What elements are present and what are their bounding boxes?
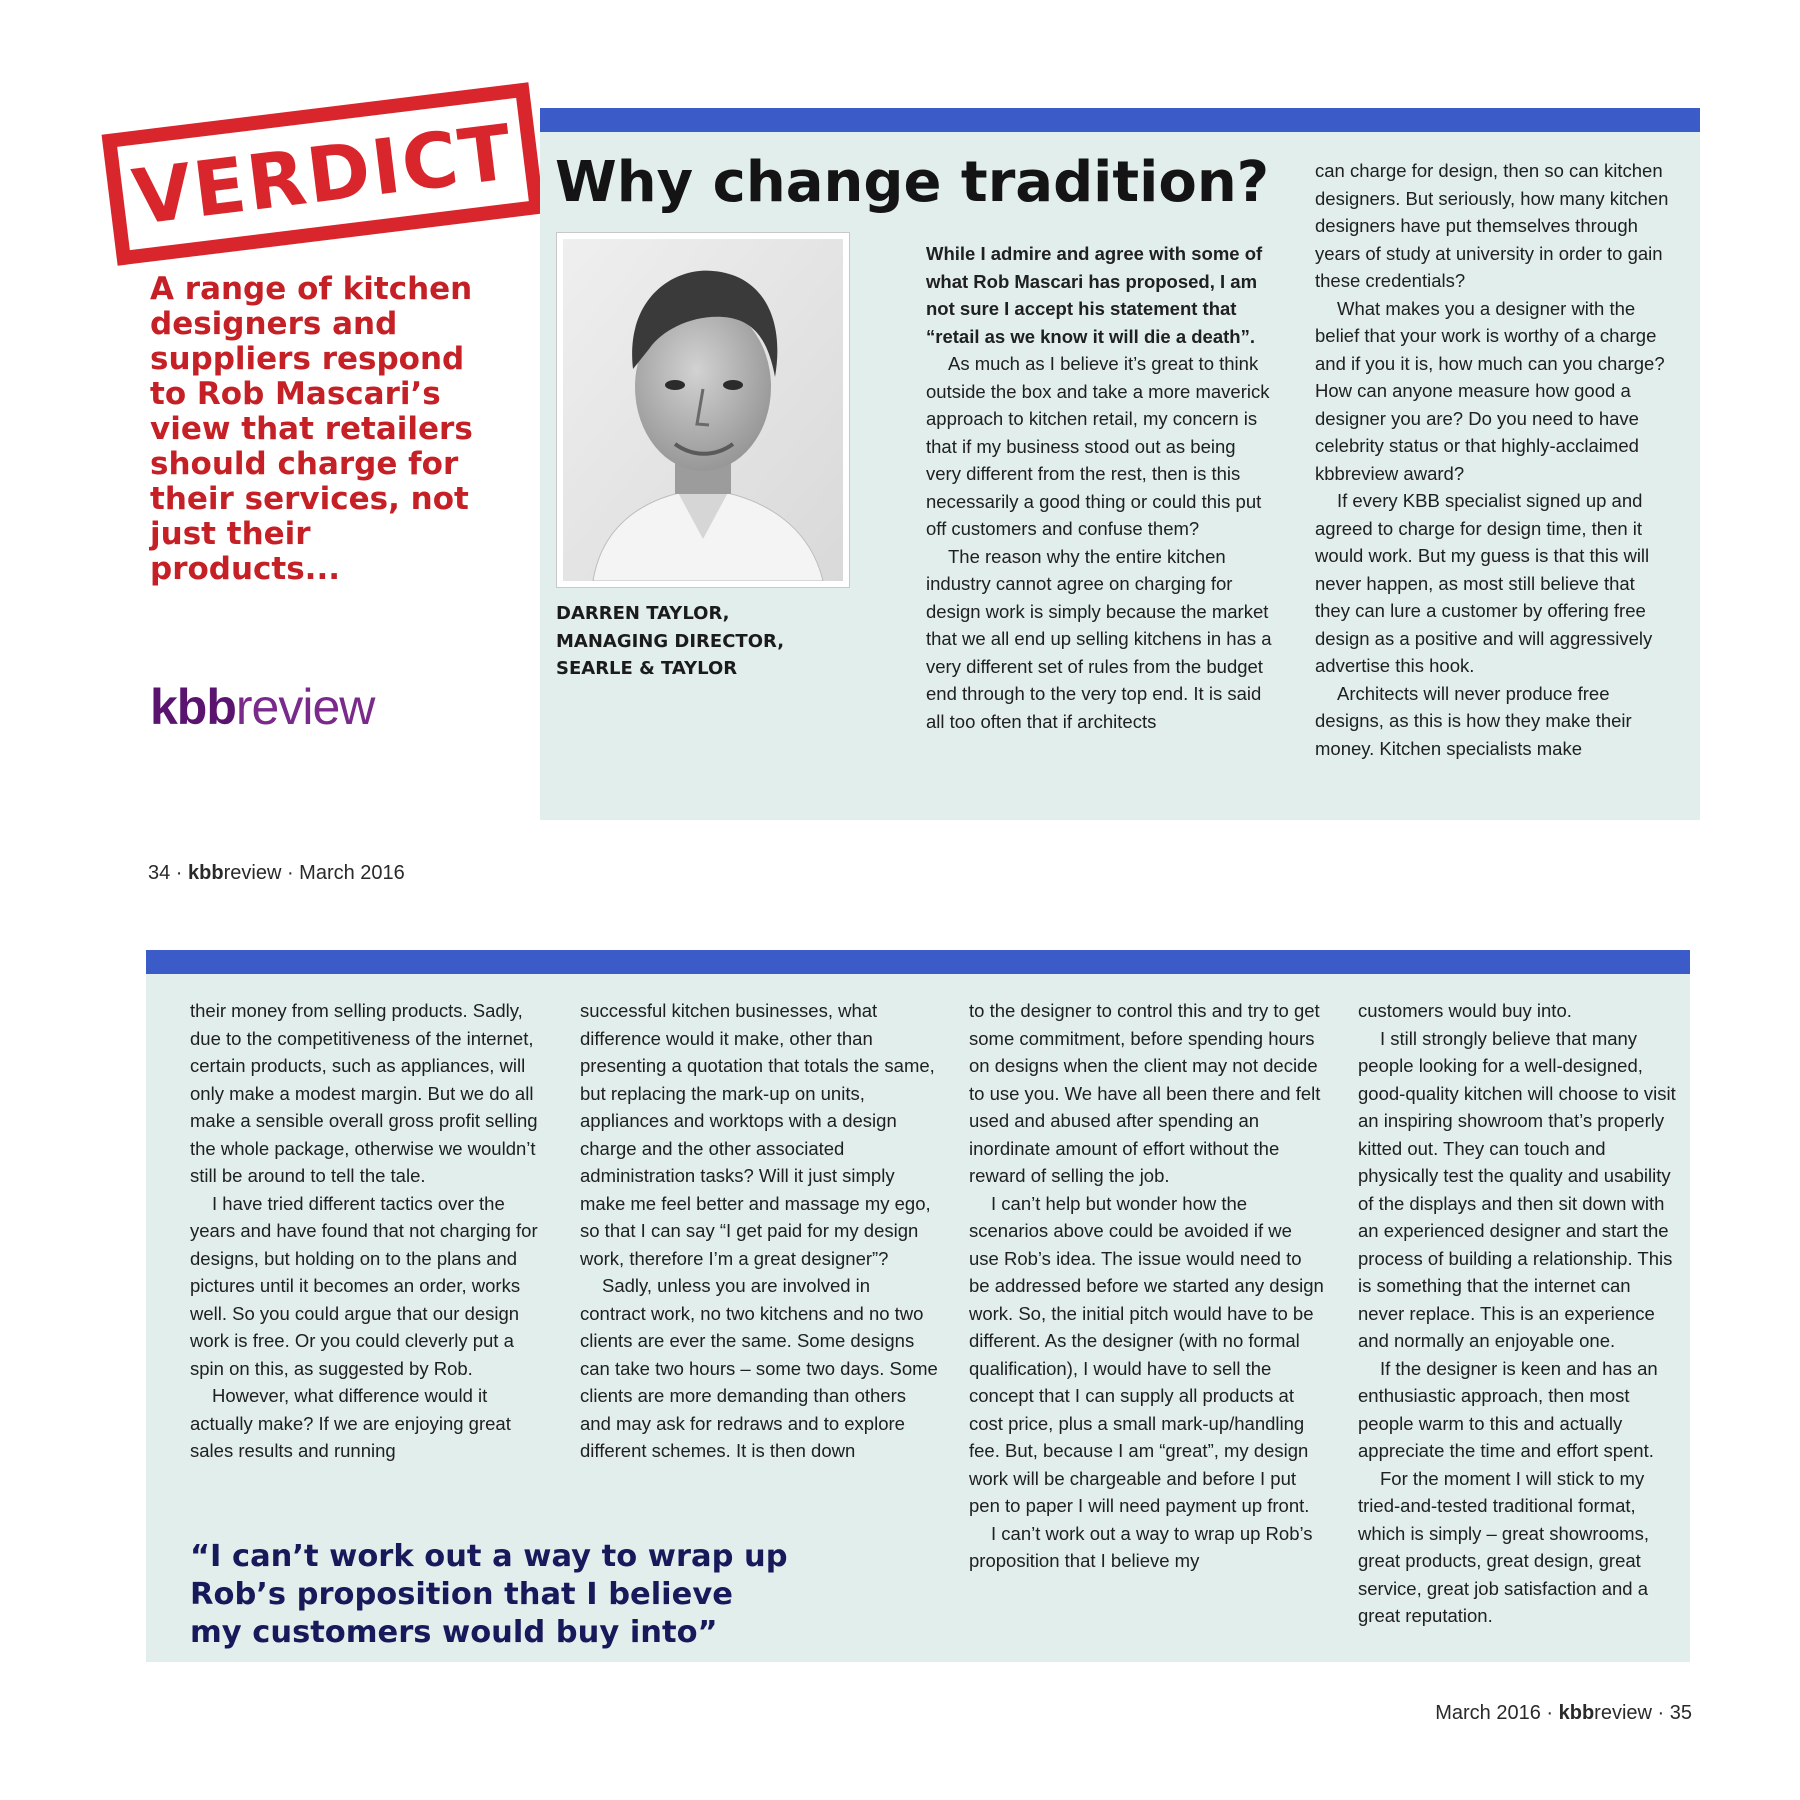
- folio-right: [1435, 1702, 1692, 1725]
- byline-name: DARREN TAYLOR,: [556, 603, 730, 624]
- folio-date: March 2016 ·: [1435, 1702, 1559, 1724]
- intro-standfirst: A range of kitchen designers and suppliers respond to Rob Mascari’s view that retailers should charge for their services, not just their products...: [150, 271, 473, 587]
- paragraph: customers would buy into.: [1358, 1000, 1572, 1021]
- verdict-stamp: [102, 82, 545, 265]
- paragraph: successful kitchen businesses, what difference would it make, other than presenting a quotation that totals the same, but replacing the mark-up on units, appliances and worktops with a design charge and the other associated administration tasks? Will it just simply make me feel better and massage my ego, so that I can say “I get paid for my design work, therefore I’m a great designer”?: [580, 1000, 935, 1269]
- paragraph: I still strongly believe that many people looking for a well-designed, good-quality kitchen will choose to visit an inspiring showroom that’s properly kitted out. They can touch and physically test the quality and usability of the displays and then sit down with an experienced designer and start the process of building a relationship. This is something that the internet can never replace. This is an experience and normally an enjoyable one.: [1358, 1027, 1676, 1351]
- byline-company: SEARLE & TAYLOR: [556, 658, 738, 679]
- paragraph: For the moment I will stick to my tried-and-tested traditional format, which is simply – great showrooms, great products, great design, great service, great job satisfaction and a great reputation.: [1358, 1467, 1649, 1626]
- article-headline: Why change tradition?: [555, 150, 1270, 215]
- paragraph: What makes you a designer with the belief that your work is worthy of a charge and if you it is, how much can you charge? How can anyone measure how good a designer you are? Do you need to have celebrity status or that highly-acclaimed kbbreview award?: [1315, 297, 1665, 484]
- paragraph: their money from selling products. Sadly, due to the competitiveness of the internet, certain products, such as appliances, will only make a modest margin. But we do all make a sensible overall gross profit selling the whole package, otherwise we wouldn’t still be around to tell the tale.: [190, 1000, 538, 1186]
- pull-quote: “I can’t work out a way to wrap up Rob’s proposition that I believe my customers would buy into”: [190, 1539, 788, 1650]
- paragraph: As much as I believe it’s great to think outside the box and take a more maverick approach to kitchen retail, my concern is that if my business stood out as being very different from the rest, then is this necessarily a good thing or could this put off customers and confuse them?: [926, 353, 1270, 539]
- paragraph: I can’t help but wonder how the scenarios above could be avoided if we use Rob’s idea. The issue would need to be addressed before we started any design work. So, the initial pitch would have to be different. As the designer (with no formal qualification), I would have to sell the concept that I can supply all products at cost price, plus a small mark-up/handling fee. But, because I am “great”, my design work will be chargeable and before I put pen to paper I will need payment up front.: [969, 1192, 1324, 1516]
- paragraph: to the designer to control this and try to get some commitment, before spending hours on designs when the client may not decide to use you. We have all been there and felt used and abused after spending an inordinate amount of effort without the reward of selling the job.: [969, 1000, 1321, 1186]
- byline-role: MANAGING DIRECTOR,: [556, 630, 785, 652]
- paragraph: If the designer is keen and has an enthusiastic approach, then most people warm to this and actually appreciate the time and effort spent.: [1358, 1357, 1658, 1461]
- paragraph: I can’t work out a way to wrap up Rob’s proposition that I believe my: [969, 1522, 1313, 1571]
- panel-rule-bottom: [146, 950, 1690, 974]
- paragraph: The reason why the entire kitchen industry cannot agree on charging for design work is simply because the market that we all end up selling kitchens in has a very different set of rules from the budget end through to the very top end. It is said all too often that if architects: [926, 545, 1272, 732]
- paragraph: Architects will never produce free designs, as this is how they make their money. Kitchen specialists make: [1315, 682, 1632, 759]
- panel-rule-top: [540, 108, 1700, 132]
- folio-date: · March 2016: [281, 862, 405, 884]
- folio-kbb: kbb: [1558, 1702, 1595, 1724]
- kbbreview-logo: [150, 678, 374, 736]
- folio-review: review: [1594, 1702, 1652, 1724]
- verdict-stamp-text: VERDICT: [127, 106, 519, 242]
- paragraph: Sadly, unless you are involved in contract work, no two kitchens and no two clients are ever the same. Some designs can take two hours – some two days. Some clients are more demanding than others and may ask for redraws and to explore different schemes. It is then down: [580, 1275, 938, 1461]
- logo-review: review: [235, 679, 375, 735]
- folio-review: review: [223, 862, 282, 884]
- article-column-4: [580, 997, 940, 1465]
- author-byline: [556, 600, 856, 683]
- logo-kbb: kbb: [150, 679, 236, 735]
- article-column-6: [1358, 997, 1680, 1630]
- page-number: 34: [148, 862, 171, 884]
- folio-left: [148, 862, 405, 885]
- article-column-5: [969, 997, 1324, 1575]
- portrait-photo-icon: [563, 239, 843, 581]
- paragraph: However, what difference would it actually make? If we are enjoying great sales results and running: [190, 1385, 511, 1461]
- page-number: · 35: [1651, 1702, 1692, 1724]
- author-portrait: [556, 232, 850, 588]
- article-column-2: [1315, 157, 1670, 762]
- folio-kbb: kbb: [188, 862, 224, 884]
- paragraph: If every KBB specialist signed up and agreed to charge for design time, then it would work. But my guess is that this will never happen, as most still believe that they can lure a customer by offering free design as a positive and will aggressively advertise this hook.: [1315, 490, 1653, 676]
- folio-sep: ·: [170, 862, 189, 884]
- article-column-1: [926, 240, 1274, 735]
- paragraph: can charge for design, then so can kitchen designers. But seriously, how many kitchen designers have put themselves through years of study at university in order to gain these credentials?: [1315, 160, 1669, 291]
- paragraph: I have tried different tactics over the years and have found that not charging for designs, but holding on to the plans and pictures until it becomes an order, works well. So you could argue that our design work is free. Or you could cleverly put a spin on this, as suggested by Rob.: [190, 1192, 538, 1379]
- article-column-3: [190, 997, 550, 1465]
- lead-paragraph: While I admire and agree with some of what Rob Mascari has proposed, I am not sure I accept his statement that “retail as we know it will die a death”.: [926, 243, 1263, 347]
